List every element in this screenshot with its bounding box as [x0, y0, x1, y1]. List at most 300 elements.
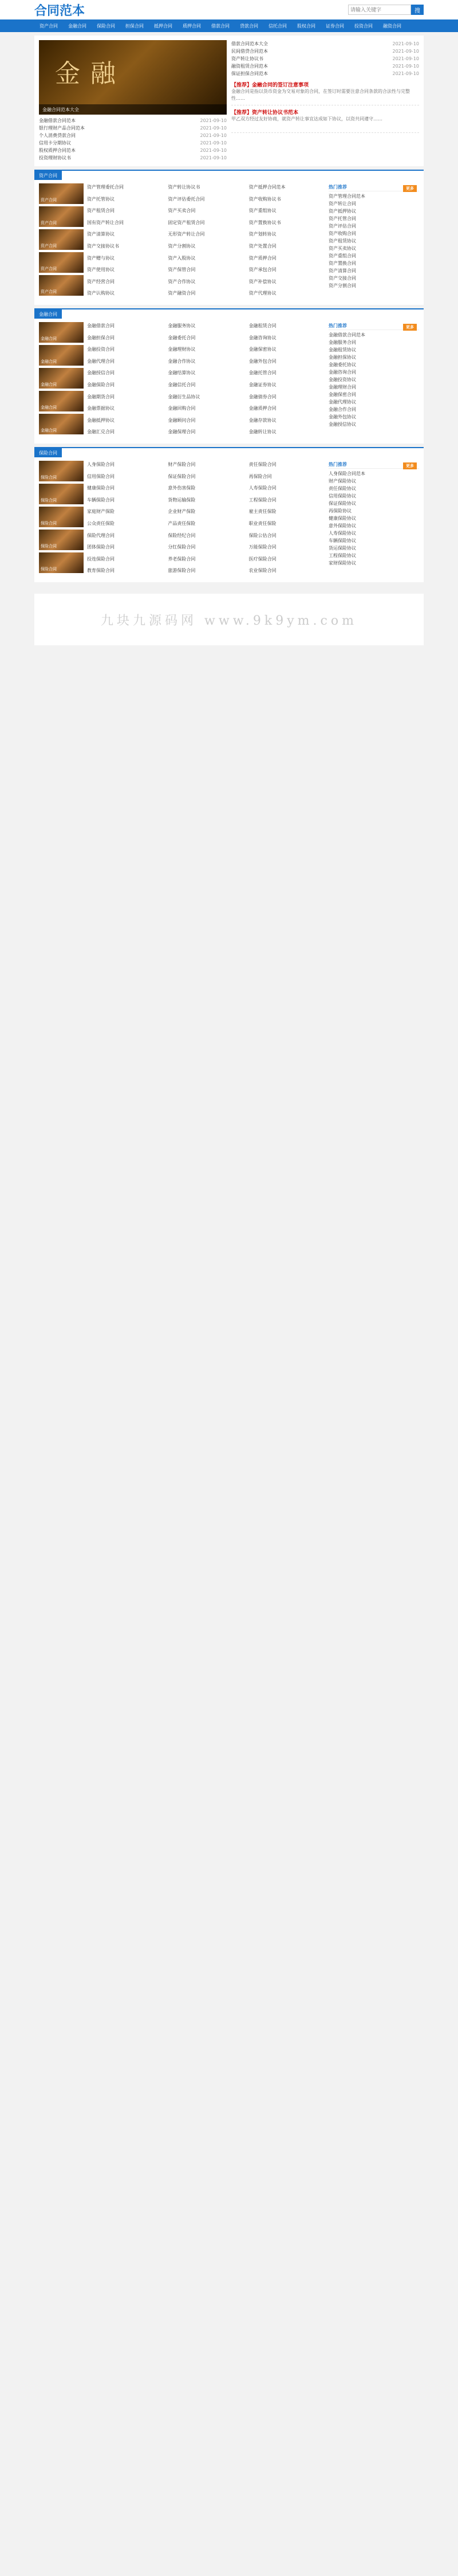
hot-item[interactable]: 人寿保险协议: [329, 531, 356, 536]
list-item-date: 2021-09-10: [392, 49, 419, 54]
article-title[interactable]: 公众责任保险: [87, 520, 114, 526]
top-list-b: [231, 40, 419, 77]
more-button[interactable]: 更多: [403, 462, 417, 469]
article-title[interactable]: 家庭财产保险: [87, 509, 114, 515]
article-title[interactable]: 再保险合同: [248, 473, 272, 479]
article-title[interactable]: 金融债券合同: [248, 394, 277, 399]
article-link[interactable]: [168, 242, 244, 250]
article-link[interactable]: [168, 219, 244, 226]
article-title[interactable]: 职业责任保险: [248, 520, 277, 526]
list-item-title[interactable]: 银行理财产品合同范本: [39, 126, 85, 131]
article-link[interactable]: [87, 358, 163, 365]
list-item-title[interactable]: 金融借款合同范本: [39, 118, 76, 123]
article-title[interactable]: 养老保险合同: [168, 556, 196, 562]
article-title[interactable]: 资产经营合同: [87, 279, 114, 284]
article-title[interactable]: 金融投资合同: [87, 347, 114, 352]
article-title[interactable]: 人寿保险合同: [248, 485, 277, 491]
article-link[interactable]: [168, 520, 244, 527]
article-title[interactable]: 金融回购合同: [168, 406, 196, 411]
article-link[interactable]: [249, 346, 325, 353]
article-title[interactable]: 责任保险合同: [248, 462, 277, 467]
nav-link[interactable]: 贷款合同: [240, 23, 258, 29]
section-body: [34, 457, 424, 582]
feature-list: [231, 81, 419, 133]
article-link[interactable]: [87, 289, 163, 297]
hot-item[interactable]: 资产抵押协议: [329, 209, 356, 214]
article-link[interactable]: [249, 567, 325, 574]
article-link[interactable]: [168, 322, 244, 330]
search-input[interactable]: [348, 5, 411, 15]
list-item-title[interactable]: 股权质押合同范本: [39, 148, 76, 153]
article-title[interactable]: 金融合作协议: [168, 358, 196, 364]
article-link[interactable]: [168, 381, 244, 389]
article-link[interactable]: [168, 230, 244, 238]
feature-item[interactable]: [231, 108, 419, 133]
article-link[interactable]: [249, 207, 325, 214]
article-link[interactable]: [87, 322, 163, 330]
article-title[interactable]: 金融借款合同: [87, 323, 114, 328]
hot-item[interactable]: 意外保险协议: [329, 523, 356, 528]
article-link[interactable]: [168, 532, 244, 539]
article-title[interactable]: 旅游保险合同: [168, 568, 196, 574]
article-title[interactable]: 资产评估委托合同: [168, 196, 205, 202]
article-title[interactable]: 无形资产转让合同: [168, 232, 205, 237]
article-title[interactable]: 资产承包合同: [248, 267, 277, 273]
article-link[interactable]: [87, 242, 163, 250]
hot-item[interactable]: 资产管理合同范本: [329, 194, 365, 199]
article-title[interactable]: 金融抵押协议: [87, 417, 114, 423]
hot-item[interactable]: 金融委托协议: [329, 362, 356, 367]
article-link[interactable]: [168, 555, 244, 563]
nav-link[interactable]: 信托合同: [269, 23, 287, 29]
list-item[interactable]: [39, 124, 227, 132]
article-link[interactable]: [249, 393, 325, 401]
article-title[interactable]: 金融汇兑合同: [87, 429, 114, 435]
article-link[interactable]: [87, 508, 163, 515]
thumb-image[interactable]: [39, 484, 84, 504]
hot-item[interactable]: 资产清算合同: [329, 268, 356, 273]
article-title[interactable]: 金融结算协议: [168, 370, 196, 376]
hot-item[interactable]: 金融合作合同: [329, 407, 356, 412]
article-title[interactable]: 金融托管合同: [248, 370, 277, 376]
article-link[interactable]: [87, 369, 163, 377]
article-title[interactable]: 农业保险合同: [248, 568, 277, 574]
article-title[interactable]: 金融质押合同: [248, 406, 277, 411]
nav-link[interactable]: 抵押合同: [154, 23, 172, 29]
article-grid: [87, 322, 325, 440]
article-title[interactable]: 财产保险合同: [168, 462, 196, 467]
article-link[interactable]: [249, 334, 325, 342]
thumb-image[interactable]: [39, 368, 84, 389]
list-item[interactable]: [231, 40, 419, 48]
article-title[interactable]: 金融服务协议: [168, 323, 196, 328]
article-link[interactable]: [87, 405, 163, 412]
article-link[interactable]: [168, 461, 244, 468]
nav-link[interactable]: 股权合同: [297, 23, 315, 29]
article-title[interactable]: 资产划转协议: [248, 232, 277, 237]
article-link[interactable]: [168, 473, 244, 480]
article-title[interactable]: 意外伤害保险: [168, 485, 196, 491]
article-link[interactable]: [249, 532, 325, 539]
article-title[interactable]: 资产处置合同: [248, 243, 277, 249]
search-button[interactable]: 搜: [411, 5, 424, 15]
article-title[interactable]: 医疗保险合同: [248, 556, 277, 562]
article-link[interactable]: [87, 473, 163, 480]
article-link[interactable]: [249, 219, 325, 226]
article-title[interactable]: 金融担保合同: [87, 335, 114, 340]
article-title[interactable]: 资产租赁合同: [87, 208, 114, 214]
article-link[interactable]: [249, 496, 325, 504]
article-link[interactable]: [168, 543, 244, 551]
section-title[interactable]: 金融合同: [34, 309, 62, 319]
article-link[interactable]: [87, 417, 163, 424]
article-title[interactable]: 金融顾问合同: [168, 417, 196, 423]
article-link[interactable]: [168, 266, 244, 273]
article-link[interactable]: [87, 567, 163, 574]
article-title[interactable]: 团体保险合同: [87, 544, 114, 550]
hot-item[interactable]: 资产租赁协议: [329, 238, 356, 244]
hot-item[interactable]: 金融保密合同: [329, 392, 356, 397]
thumb-image[interactable]: [39, 183, 84, 204]
hot-item[interactable]: 资产分割合同: [329, 283, 356, 288]
article-link[interactable]: [168, 484, 244, 492]
hot-item[interactable]: 财产保险协议: [329, 479, 356, 484]
article-link[interactable]: [168, 183, 244, 191]
article-title[interactable]: 资产融资合同: [168, 291, 196, 296]
article-grid: [87, 183, 325, 301]
article-title[interactable]: 资产抵押合同范本: [248, 185, 286, 190]
article-title[interactable]: 资产重组协议: [248, 208, 277, 214]
article-title[interactable]: 健康保险合同: [87, 485, 114, 491]
list-item[interactable]: [231, 70, 419, 77]
article-title[interactable]: 金融证券协议: [248, 382, 277, 387]
article-link[interactable]: [168, 496, 244, 504]
hot-item[interactable]: 家财保险协议: [329, 560, 356, 566]
hot-item[interactable]: 再保险协议: [329, 508, 352, 513]
thumb-image[interactable]: [39, 414, 84, 434]
article-link[interactable]: [87, 230, 163, 238]
article-link[interactable]: [168, 254, 244, 262]
list-item[interactable]: [231, 62, 419, 70]
hero-banner[interactable]: [39, 40, 227, 115]
article-title[interactable]: 保险经纪合同: [168, 532, 196, 538]
article-link[interactable]: [87, 496, 163, 504]
article-title[interactable]: 资产转让协议书: [168, 185, 200, 190]
article-link[interactable]: [168, 369, 244, 377]
article-link[interactable]: [168, 508, 244, 515]
nav-link[interactable]: 质押合同: [183, 23, 201, 29]
list-item-date: 2021-09-10: [392, 56, 419, 61]
thumb-image[interactable]: [39, 345, 84, 366]
article-title[interactable]: 金融保密协议: [248, 347, 277, 352]
article-link[interactable]: [249, 461, 325, 468]
article-title[interactable]: 资产收购协议书: [248, 196, 281, 202]
hot-item[interactable]: 资产重组合同: [329, 253, 356, 258]
thumb-label: 资产合同: [41, 289, 57, 294]
article-link[interactable]: [87, 219, 163, 226]
hot-item[interactable]: 资产托管合同: [329, 216, 356, 221]
hot-item[interactable]: 健康保险协议: [329, 516, 356, 521]
thumb-image[interactable]: [39, 530, 84, 550]
article-title[interactable]: 资产管理委托合同: [87, 185, 124, 190]
list-item[interactable]: [39, 139, 227, 147]
list-item-title[interactable]: 投资理财协议书: [39, 155, 71, 160]
hot-item[interactable]: 金融外包协议: [329, 414, 356, 419]
section-body: [34, 319, 424, 444]
article-title[interactable]: 资产代理协议: [248, 291, 277, 296]
list-item-title[interactable]: 资产转让协议书: [231, 56, 263, 61]
article-link[interactable]: [249, 195, 325, 203]
article-link[interactable]: [249, 508, 325, 515]
article-title[interactable]: 国有资产转让合同: [87, 219, 124, 225]
article-link[interactable]: [249, 417, 325, 424]
article-link[interactable]: [168, 346, 244, 353]
article-link[interactable]: [168, 417, 244, 424]
article-title[interactable]: 企业财产保险: [168, 509, 196, 515]
article-link[interactable]: [168, 289, 244, 297]
hot-item[interactable]: 金融服务合同: [329, 340, 356, 345]
article-title[interactable]: 资产质押合同: [248, 255, 277, 261]
article-title[interactable]: 资产合作协议: [168, 279, 196, 284]
article-title[interactable]: 金融保险合同: [87, 382, 114, 387]
hot-item[interactable]: 工程保险协议: [329, 553, 356, 558]
article-link[interactable]: [87, 381, 163, 389]
article-title[interactable]: 金融存款协议: [248, 417, 277, 423]
article-link[interactable]: [87, 195, 163, 203]
article-link[interactable]: [249, 543, 325, 551]
article-title[interactable]: 工程保险合同: [248, 497, 277, 503]
article-link[interactable]: [168, 428, 244, 436]
article-link[interactable]: [87, 393, 163, 401]
article-link[interactable]: [87, 484, 163, 492]
article-link[interactable]: [249, 484, 325, 492]
hot-item[interactable]: 信用保险协议: [329, 493, 356, 499]
list-item[interactable]: [39, 147, 227, 154]
article-title[interactable]: 资产买卖合同: [168, 208, 196, 214]
article-link[interactable]: [249, 381, 325, 389]
article-link[interactable]: [249, 473, 325, 480]
article-title[interactable]: 资产分割协议: [168, 243, 196, 249]
article-title[interactable]: 保证保险合同: [168, 473, 196, 479]
article-title[interactable]: 保险代理合同: [87, 532, 114, 538]
article-link[interactable]: [87, 266, 163, 273]
section-title[interactable]: 资产合同: [34, 171, 62, 180]
list-item-title[interactable]: 个人消费贷款合同: [39, 133, 76, 138]
nav-link[interactable]: 保险合同: [97, 23, 115, 29]
article-title[interactable]: 人身保险合同: [87, 462, 114, 467]
article-title[interactable]: 金融委托合同: [168, 335, 196, 340]
hot-item[interactable]: 资产收购合同: [329, 231, 356, 236]
hot-item[interactable]: 资产交接合同: [329, 276, 356, 281]
thumb-image[interactable]: [39, 322, 84, 343]
hot-item[interactable]: 人身保险合同范本: [329, 471, 365, 476]
article-link[interactable]: [249, 322, 325, 330]
article-title[interactable]: 金融票据协议: [87, 406, 114, 411]
article-link[interactable]: [87, 428, 163, 436]
article-link[interactable]: [168, 567, 244, 574]
article-title[interactable]: 金融租赁合同: [248, 323, 277, 328]
article-link[interactable]: [87, 543, 163, 551]
list-item-title[interactable]: 民间借贷合同范本: [231, 49, 268, 54]
article-link[interactable]: [168, 393, 244, 401]
list-item-title[interactable]: 借款合同范本大全: [231, 41, 268, 46]
hot-item[interactable]: 金融担保协议: [329, 355, 356, 360]
article-title[interactable]: 投连保险合同: [87, 556, 114, 562]
nav-link[interactable]: 担保合同: [125, 23, 144, 29]
article-title[interactable]: 资产清算协议: [87, 232, 114, 237]
nav-link[interactable]: 金融合同: [68, 23, 86, 29]
article-link[interactable]: [87, 334, 163, 342]
article-title[interactable]: 信用保险合同: [87, 473, 114, 479]
article-title[interactable]: 金融衍生品协议: [168, 394, 200, 399]
hot-item[interactable]: 金融投资协议: [329, 377, 356, 382]
article-title[interactable]: 固定资产租赁合同: [168, 219, 205, 225]
article-link[interactable]: [87, 278, 163, 285]
article-link[interactable]: [87, 346, 163, 353]
article-link[interactable]: [249, 358, 325, 365]
feature-title[interactable]: 【推荐】金融合同的签订注意事项: [231, 83, 309, 88]
article-link[interactable]: [168, 207, 244, 214]
article-title[interactable]: 金融信托合同: [168, 382, 196, 387]
section-body: [34, 180, 424, 305]
article-title[interactable]: 金融期货合同: [87, 394, 114, 399]
nav-link[interactable]: 资产合同: [40, 23, 58, 29]
article-link[interactable]: [87, 254, 163, 262]
article-title[interactable]: 金融保理合同: [168, 429, 196, 435]
article-link[interactable]: [249, 520, 325, 527]
hot-item[interactable]: 保证保险协议: [329, 501, 356, 506]
article-link[interactable]: [87, 183, 163, 191]
hot-item[interactable]: 资产转让合同: [329, 201, 356, 206]
article-title[interactable]: 资产托管协议: [87, 196, 114, 202]
article-title[interactable]: 分红保险合同: [168, 544, 196, 550]
article-link[interactable]: [249, 230, 325, 238]
article-title[interactable]: 金融代理合同: [87, 358, 114, 364]
article-title[interactable]: 资产保管合同: [168, 267, 196, 273]
nav-link[interactable]: 融资合同: [383, 23, 401, 29]
article-link[interactable]: [249, 428, 325, 436]
list-item[interactable]: [231, 55, 419, 62]
article-link[interactable]: [249, 555, 325, 563]
article-title[interactable]: 资产赠与协议: [87, 255, 114, 261]
article-link[interactable]: [168, 358, 244, 365]
list-item[interactable]: [39, 132, 227, 139]
list-item-title[interactable]: 融资租赁合同范本: [231, 64, 268, 69]
feature-title[interactable]: 【推荐】资产转让协议书范本: [231, 110, 299, 116]
hot-item[interactable]: 金融租赁协议: [329, 347, 356, 352]
thumb-image[interactable]: [39, 252, 84, 273]
article-title[interactable]: 保险公估合同: [248, 532, 277, 538]
thumb-image[interactable]: [39, 206, 84, 227]
list-item-date: 2021-09-10: [200, 155, 227, 160]
hot-item[interactable]: 金融借款合同范本: [329, 332, 365, 338]
list-item-title[interactable]: 信用卡分期协议: [39, 140, 71, 146]
hot-item[interactable]: 车辆保险协议: [329, 538, 356, 543]
article-title[interactable]: 资产置换协议书: [248, 219, 281, 225]
nav-link[interactable]: 投资合同: [354, 23, 373, 29]
hot-item[interactable]: 责任保险协议: [329, 486, 356, 491]
nav-link[interactable]: 借款合同: [211, 23, 230, 29]
hot-item[interactable]: 金融代理协议: [329, 399, 356, 405]
article-title[interactable]: 金融授信合同: [87, 370, 114, 376]
article-title[interactable]: 雇主责任保险: [248, 509, 277, 515]
article-title[interactable]: 万能保险合同: [248, 544, 277, 550]
hot-list: [329, 193, 419, 289]
thumb-image[interactable]: [39, 461, 84, 481]
hot-item[interactable]: 资产评估合同: [329, 224, 356, 229]
section-title[interactable]: 保险合同: [34, 448, 62, 457]
article-link[interactable]: [168, 195, 244, 203]
thumb-image[interactable]: [39, 552, 84, 573]
article-link[interactable]: [168, 278, 244, 285]
article-link[interactable]: [87, 207, 163, 214]
more-button[interactable]: 更多: [403, 185, 417, 192]
feature-text: 金融合同是指以货币资金为交易对象的合同，在签订时需要注意合同条款的合法性与完整性……: [231, 89, 410, 101]
article-link[interactable]: [168, 334, 244, 342]
nav-link[interactable]: 证券合同: [326, 23, 344, 29]
article-link[interactable]: [87, 520, 163, 527]
article-link[interactable]: [87, 461, 163, 468]
article-title[interactable]: 金融理财协议: [168, 347, 196, 352]
site-logo[interactable]: 合同范本: [34, 3, 85, 18]
article-link[interactable]: [87, 555, 163, 563]
hot-item[interactable]: 金融授信协议: [329, 422, 356, 427]
article-title[interactable]: 金融咨询协议: [248, 335, 277, 340]
article-link[interactable]: [249, 266, 325, 273]
list-item-title[interactable]: 保证担保合同范本: [231, 71, 268, 76]
article-link[interactable]: [249, 289, 325, 297]
hot-item[interactable]: 资产买卖协议: [329, 246, 356, 251]
hot-item[interactable]: 货运保险协议: [329, 546, 356, 551]
article-title[interactable]: 资产补偿协议: [248, 279, 277, 284]
article-title[interactable]: 资产入股协议: [168, 255, 196, 261]
more-button[interactable]: 更多: [403, 324, 417, 331]
article-title[interactable]: 资产交接协议书: [87, 243, 119, 249]
article-link[interactable]: [249, 369, 325, 377]
article-title[interactable]: 教育保险合同: [87, 568, 114, 574]
article-link[interactable]: [249, 405, 325, 412]
thumb-image[interactable]: [39, 275, 84, 296]
article-title[interactable]: 货物运输保险: [168, 497, 196, 503]
article-link[interactable]: [87, 532, 163, 539]
thumb-image[interactable]: [39, 229, 84, 250]
thumb-label: 金融合同: [41, 336, 57, 341]
thumb-label: 金融合同: [41, 359, 57, 364]
article-title[interactable]: 金融转让协议: [248, 429, 277, 435]
hot-item[interactable]: 金融理财合同: [329, 385, 356, 390]
hot-item[interactable]: 金融咨询合同: [329, 370, 356, 375]
hot-sidebar: [329, 461, 419, 579]
article-link[interactable]: [249, 183, 325, 191]
list-item[interactable]: [39, 117, 227, 124]
feature-item[interactable]: [231, 81, 419, 105]
article-link[interactable]: [249, 242, 325, 250]
thumb-image[interactable]: [39, 507, 84, 527]
article-title[interactable]: 车辆保险合同: [87, 497, 114, 503]
article-title[interactable]: 金融外包合同: [248, 358, 277, 364]
thumb-image[interactable]: [39, 391, 84, 411]
list-item[interactable]: [39, 154, 227, 162]
article-title[interactable]: 资产认购协议: [87, 291, 114, 296]
section-bar: [34, 170, 424, 180]
article-link[interactable]: [249, 254, 325, 262]
article-title[interactable]: 资产使用协议: [87, 267, 114, 273]
article-title[interactable]: 产品责任保险: [168, 520, 196, 526]
list-item[interactable]: [231, 48, 419, 55]
article-link[interactable]: [168, 405, 244, 412]
hot-item[interactable]: 资产置换合同: [329, 261, 356, 266]
article-link[interactable]: [249, 278, 325, 285]
